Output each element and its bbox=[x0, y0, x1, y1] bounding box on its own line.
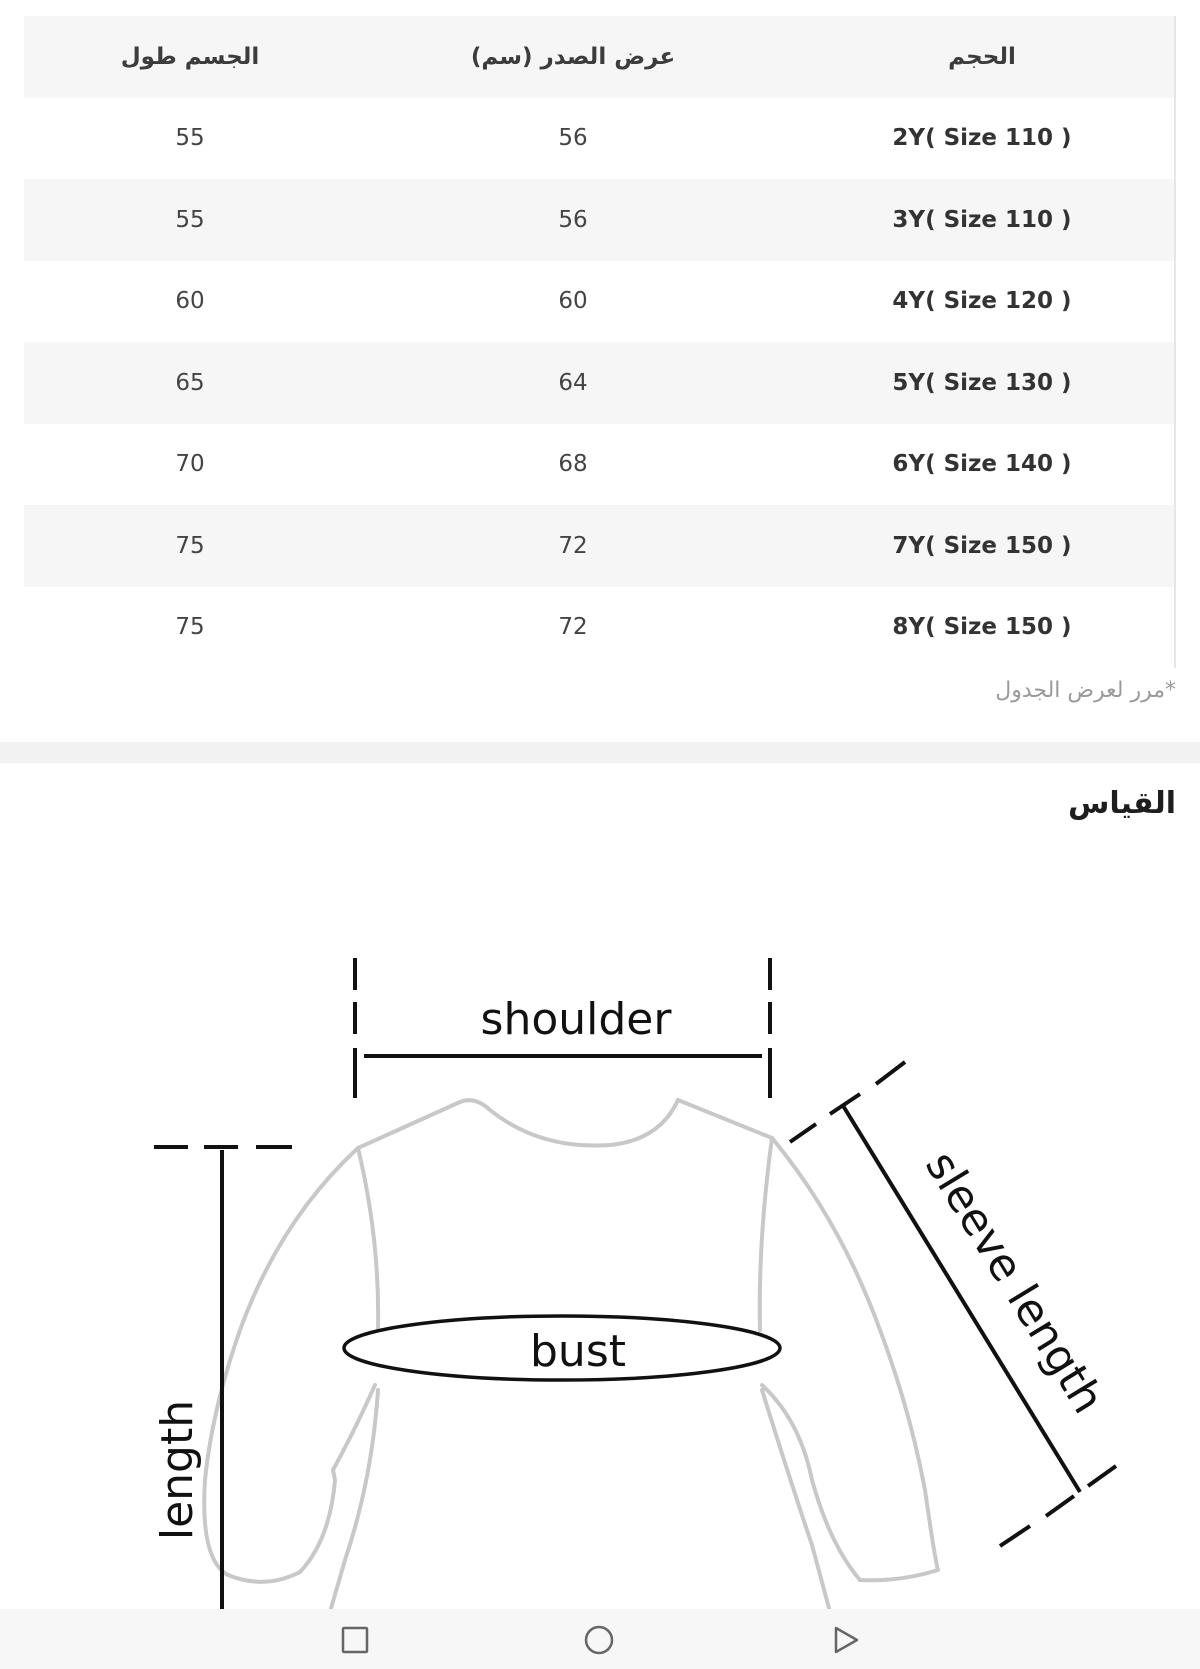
cell-size: 3Y( Size 110 ) bbox=[892, 206, 1072, 233]
cell-length: 75 bbox=[175, 532, 205, 559]
cell-size: 2Y( Size 110 ) bbox=[892, 125, 1072, 152]
size-table-container[interactable] bbox=[24, 16, 1176, 668]
cell-length: 55 bbox=[175, 206, 205, 233]
table-row bbox=[24, 261, 1174, 343]
cell-bust: 72 bbox=[558, 532, 588, 559]
shoulder-label: shoulder bbox=[480, 994, 672, 1045]
cell-bust: 64 bbox=[558, 369, 588, 396]
cell-length: 60 bbox=[175, 288, 205, 315]
cell-size: 8Y( Size 150 ) bbox=[892, 614, 1072, 641]
cell-size: 7Y( Size 150 ) bbox=[892, 532, 1072, 559]
cell-size: 6Y( Size 140 ) bbox=[892, 451, 1072, 478]
triangle-icon[interactable] bbox=[828, 1623, 862, 1657]
measurement-title: القياس bbox=[1067, 786, 1176, 821]
sleeve-length-measure bbox=[790, 1062, 1116, 1546]
header-size: الحجم bbox=[948, 43, 1016, 70]
header-bust: عرض الصدر (سم) bbox=[470, 43, 676, 70]
system-navbar bbox=[0, 1609, 1200, 1669]
scroll-hint: *مرر لعرض الجدول bbox=[995, 678, 1176, 703]
table-row bbox=[24, 424, 1174, 506]
cell-bust: 56 bbox=[558, 206, 588, 233]
size-table bbox=[24, 16, 1174, 668]
table-row bbox=[24, 98, 1174, 180]
cell-bust: 60 bbox=[558, 288, 588, 315]
bust-label: bust bbox=[530, 1326, 626, 1377]
cell-length: 70 bbox=[175, 451, 205, 478]
table-row bbox=[24, 342, 1174, 424]
section-divider bbox=[0, 742, 1200, 763]
circle-icon[interactable] bbox=[582, 1623, 616, 1657]
table-header-row bbox=[24, 16, 1174, 98]
cell-bust: 68 bbox=[558, 451, 588, 478]
header-length: الجسم طول bbox=[120, 43, 260, 70]
sleeve-length-label: sleeve length bbox=[915, 1142, 1114, 1423]
cell-length: 55 bbox=[175, 125, 205, 152]
square-icon[interactable] bbox=[338, 1623, 372, 1657]
table-row bbox=[24, 505, 1174, 587]
cell-size: 4Y( Size 120 ) bbox=[892, 288, 1072, 315]
measurement-diagram bbox=[0, 900, 1200, 1610]
cell-bust: 56 bbox=[558, 125, 588, 152]
cell-length: 75 bbox=[175, 614, 205, 641]
cell-bust: 72 bbox=[558, 614, 588, 641]
length-label: length bbox=[152, 1399, 203, 1541]
cell-length: 65 bbox=[175, 369, 205, 396]
table-row bbox=[24, 179, 1174, 261]
table-row bbox=[24, 587, 1174, 669]
cell-size: 5Y( Size 130 ) bbox=[892, 369, 1072, 396]
